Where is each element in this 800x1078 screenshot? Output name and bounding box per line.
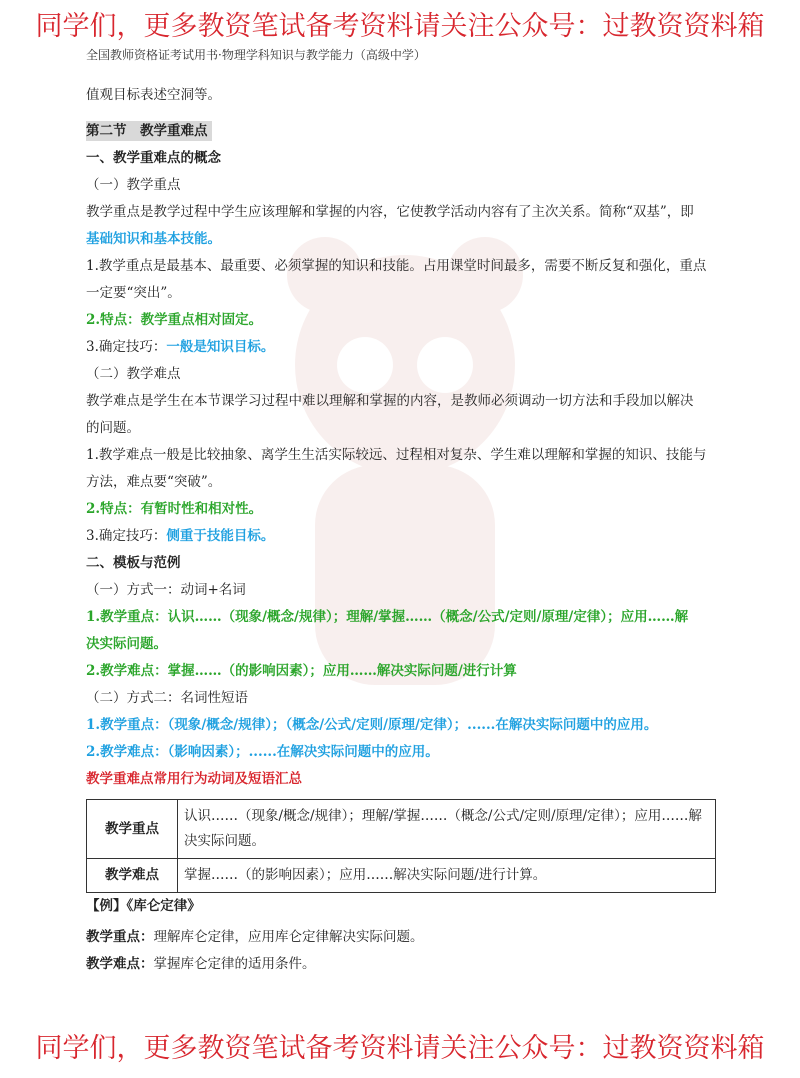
key-item1-line1: 1.教学重点是最基本、最重要、必须掌握的知识和技能。占用课堂时间最多，需要不断反复和强化，重点: [86, 258, 707, 274]
key-definition-highlight: 基础知识和基本技能。: [86, 231, 221, 247]
key-item1-line2: 一定要“突出”。: [86, 285, 181, 301]
page-content: [86, 82, 716, 978]
example-key-text: 理解库仑定律，应用库仑定律解决实际问题。: [153, 929, 424, 945]
example-difficulty: [86, 951, 716, 978]
way1-key-line1: 1.教学重点：认识……（现象/概念/规律）；理解/掌握……（概念/公式/定则/原理/定律）；应用……解: [86, 609, 689, 625]
table-row-head: 教学重点: [87, 800, 178, 859]
way2-difficulty: 2.教学难点：（影响因素）；......在解决实际问题中的应用。: [86, 744, 439, 760]
part2-heading: 二、模板与范例: [86, 555, 181, 571]
difficulty-item3: [86, 523, 716, 550]
difficulty-definition-line2: 的问题。: [86, 420, 140, 436]
way2-subheading: （二）方式二：名词性短语: [86, 690, 248, 706]
difficulty-item2: 2.特点：有暂时性和相对性。: [86, 501, 263, 517]
table-row: [87, 800, 716, 859]
difficulty-subheading: （二）教学难点: [86, 366, 181, 382]
difficulty-definition-line1: 教学难点是学生在本节课学习过程中难以理解和掌握的内容，是教师必须调动一切方法和手段加以解决: [86, 393, 694, 409]
example-difficulty-text: 掌握库仑定律的适用条件。: [153, 956, 316, 972]
running-head: 全国教师资格证考试用书·物理学科知识与教学能力（高级中学）: [86, 48, 426, 62]
difficulty-item1-line2: 方法，难点要“突破”。: [86, 474, 222, 490]
intro-line: 值观目标表述空洞等。: [86, 87, 221, 103]
top-promo-banner: 同学们，更多教资笔试备考资料请关注公众号：过教资资料箱: [35, 11, 765, 42]
example-title: 【例】《库仑定律》: [86, 898, 201, 914]
key-item3: [86, 334, 716, 361]
example-key-label: 教学重点：: [86, 929, 154, 945]
key-item3-prefix: 3.确定技巧：: [86, 339, 167, 355]
example-difficulty-label: 教学难点：: [86, 956, 154, 972]
part1-heading: 一、教学重难点的概念: [86, 150, 221, 166]
key-item2: 2.特点：教学重点相对固定。: [86, 312, 263, 328]
key-subheading: （一）教学重点: [86, 177, 181, 193]
bottom-promo-banner: 同学们，更多教资笔试备考资料请关注公众号：过教资资料箱: [35, 1033, 765, 1064]
section-title: 第二节 教学重难点: [86, 121, 212, 141]
way1-difficulty: 2.教学难点：掌握……（的影响因素）；应用……解决实际问题/进行计算: [86, 663, 517, 679]
table-row: [87, 859, 716, 893]
verbs-summary-table: [86, 799, 716, 893]
difficulty-item1-line1: 1.教学难点一般是比较抽象、离学生生活实际较远、过程相对复杂、学生难以理解和掌握的知识、技能与: [86, 447, 707, 463]
key-item3-highlight: 一般是知识目标。: [166, 339, 275, 355]
section-title-wrapper: [86, 109, 716, 145]
key-definition-line1: 教学重点是教学过程中学生应该理解和掌握的内容，它使教学活动内容有了主次关系。简称“双基”，即: [86, 204, 694, 220]
difficulty-item3-highlight: 侧重于技能目标。: [166, 528, 275, 544]
way2-key: 1.教学重点：（现象/概念/规律）；（概念/公式/定则/原理/定律）；......在解决实际问题中的应用。: [86, 717, 658, 733]
summary-title: 教学重难点常用行为动词及短语汇总: [86, 771, 302, 787]
example-key: [86, 924, 716, 951]
way1-subheading: （一）方式一：动词+名词: [86, 582, 246, 598]
table-row-body: 掌握……（的影响因素）；应用……解决实际问题/进行计算。: [178, 859, 716, 893]
table-row-head: 教学难点: [87, 859, 178, 893]
difficulty-item3-prefix: 3.确定技巧：: [86, 528, 167, 544]
way1-key-line2: 决实际问题。: [86, 636, 167, 652]
table-row-body: 认识……（现象/概念/规律）；理解/掌握……（概念/公式/定则/原理/定律）；应用……解决实际问题。: [178, 800, 716, 859]
